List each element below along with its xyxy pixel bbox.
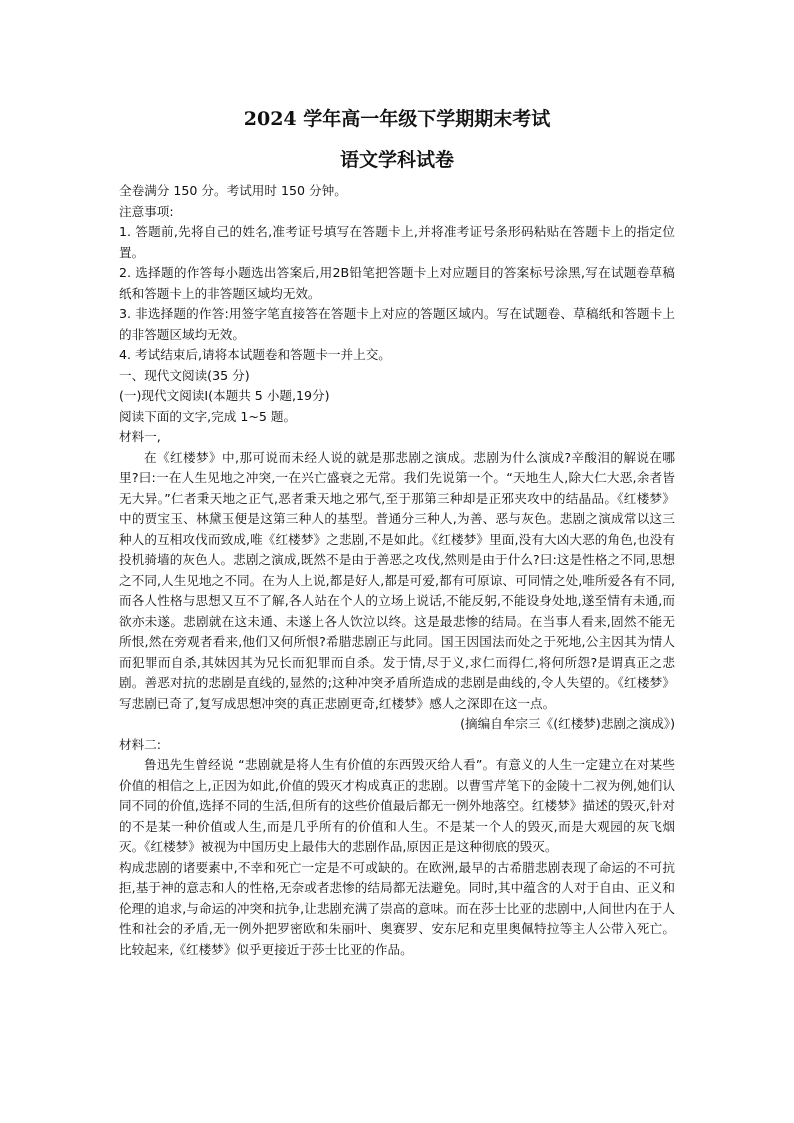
score-info: 全卷满分 150 分。考试用时 150 分钟。 xyxy=(119,183,347,198)
reading-instruction: 阅读下面的文字,完成 1~5 题。 xyxy=(119,408,297,424)
note-1: 1. 答题前,先将自己的姓名,准考证号填写在答题卡上,并将准考证号条形码粘贴在答题卡上的指定位置。 xyxy=(119,224,675,260)
exam-content xyxy=(119,181,675,960)
material-2-paragraph-1: 鲁迅先生曾经说 “悲剧就是将人生有价值的东西毁灭给人看”。有意义的人生一定建立在对某些价值的相信之上,正因为如此,价值的毁灭才构成真正的悲剧。以曹雪芹笔下的金陵十二衩为例,她们认同不同的价值,选择不同的生活,但所有的这些价值最后都无一例外地落空。红楼梦》描述的毁灭,针对的不是某一种价值或人生,而是几乎所有的价值和人生。不是某一个人的毁灭,而是大观园的灰飞烟灭。《红楼梦》被视为中国历史上最伟大的悲剧作品,原因正是这种彻底的毁灭。 xyxy=(119,757,675,854)
material-1-text: 在《红楼梦》中,那可说而未经人说的就是那悲剧之演成。悲剧为什么演成?辛酸泪的解说在哪里?曰:一在人生见地之冲突,一在兴亡盛衰之无常。我们先说第一个。“天地生人,除大仁大恶,余者皆无大异。”仁者秉天地之正气,恶者秉天地之邪气,至于那第三种却是正邪夹攻中的结晶品。《红楼梦》中的贾宝玉、林黛玉便是这第三种人的基型。普通分三种人,为善、恶与灰色。悲剧之演成常以这三种人的互相攻伐而致成,唯《红楼梦》之悲剧,不是如此。《红楼梦》里面,没有大凶大恶的角色,也没有投机骑墙的灰色人。悲剧之演成,既然不是由于善恶之攻伐,然则是由于什么?曰:这是性格之不同,思想之不同,人生见地之不同。在为人上说,都是好人,都是可爱,都有可原谅、可同情之处,唯所爱各有不同,而各人性格与思想又互不了解,各人站在个人的立场上说话,不能反躬,不能设身处地,遂至情有未通,而欲亦未遂。悲剧就在这未通、未遂上各人饮泣以终。这是最悲惨的结局。在当事人看来,固然不能无所恨,然在旁观者看来,他们又何所恨?希腊悲剧正与此同。国王因国法而处之于死地,公主因其为情人而犯罪而自杀,其妹因其为兄长而犯罪而自杀。发于情,尽于义,求仁而得仁,将何所怨?是谓真正之悲剧。善恶对抗的悲剧是直线的,显然的;这种冲突矛盾所造成的悲剧是曲线的,令人失望的。《红楼梦》写悲剧已奇了,复写成思想冲突的真正悲剧更奇,红楼梦》感人之深即在这一点。 xyxy=(119,449,675,711)
material-2-label: 材料二: xyxy=(119,736,162,752)
material-1-source: (摘编自牟宗三《(红楼梦)悲剧之演成》) xyxy=(460,716,675,731)
note-3: 3. 非选择题的作答:用签字笔直接答在答题卡上对应的答题区域内。写在试题卷、草稿纸和答题卡上的非答题区域均无效。 xyxy=(119,306,675,342)
section-heading: 一、现代文阅读(35 分) xyxy=(119,367,250,383)
notes-title: 注意事项: xyxy=(119,203,174,219)
material-2-paragraph-2: 构成悲剧的诸要素中,不幸和死亡一定是不可或缺的。在欧洲,最早的古希腊悲剧表现了命运的不可抗拒,基于神的意志和人的性格,无奈或者悲惨的结局都无法避免。同时,其中蕴含的人对于自由、正义和伦理的追求,与命运的冲突和抗争,让悲剧充满了崇高的意味。而在莎士比亚的悲剧中,人间世内在于人性和社会的矛盾,无一例外把罗密欧和朱丽叶、奥赛罗、安东尼和克里奥佩特拉等主人公带入死亡。比较起来,《红楼梦》似乎更接近于莎士比亚的作品。 xyxy=(119,859,675,957)
note-4: 4. 考试结束后,请将本试题卷和答题卡一并上交。 xyxy=(119,347,391,362)
exam-title: 2024 学年高一年级下学期期末考试 xyxy=(243,108,551,130)
sub-section-heading: (一)现代文阅读Ⅰ(本题共 5 小题,19分) xyxy=(119,388,330,403)
material-1-label: 材料一, xyxy=(119,429,161,444)
exam-subtitle: 语文学科试卷 xyxy=(339,149,454,171)
note-2: 2. 选择题的作答每小题选出答案后,用2B铅笔把答题卡上对应题目的答案标号涂黑,写在试题卷草稿纸和答题卡上的非答题区域均无效。 xyxy=(119,265,675,301)
